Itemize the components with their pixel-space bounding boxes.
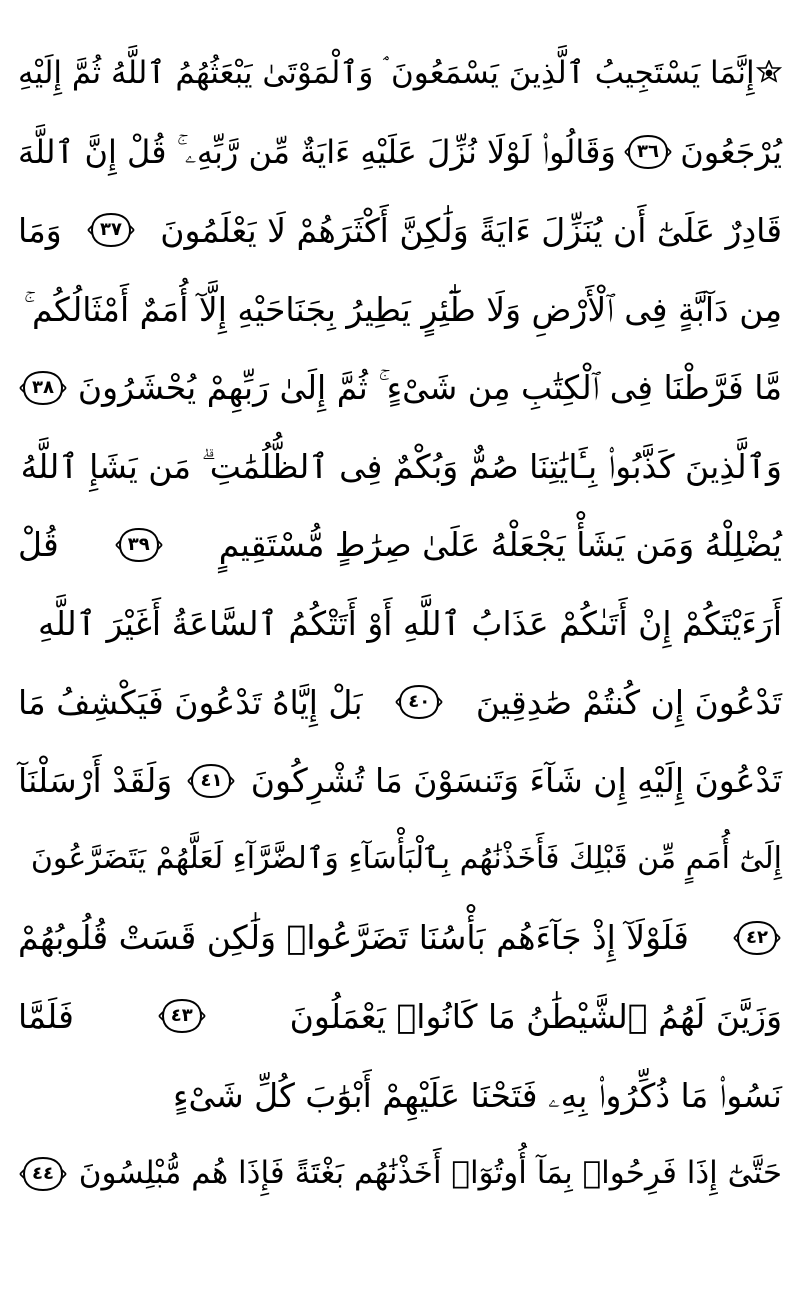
verse-text: فَلَوْلَآ إِذْ جَآءَهُم بَأْسُنَا تَضَرَّعُوا۟ وَلَٰكِن قَسَتْ قُلُوبُهُمْ xyxy=(18,918,689,958)
text-line-9 xyxy=(18,663,782,742)
verse-text: إِنَّمَا يَسْتَجِيبُ ٱلَّذِينَ يَسْمَعُونَ ۘ وَٱلْمَوْتَىٰ يَبْعَثُهُمُ ٱللَّهُ ثُمَّ إِلَيْهِ xyxy=(18,54,755,91)
text-line-1 xyxy=(18,34,782,113)
verse-text: قُلْ xyxy=(18,525,59,565)
verse-text: يُضْلِلْهُ وَمَن يَشَأْ يَجْعَلْهُ عَلَىٰ صِرَٰطٍ مُّسْتَقِيمٍ xyxy=(218,525,782,565)
text-line-10 xyxy=(18,741,782,820)
ayah-end-marker xyxy=(732,919,782,957)
ayah-number: ٤٠ xyxy=(408,691,431,713)
verse-text: وَمَا xyxy=(18,210,62,250)
ayah-number: ٤٢ xyxy=(746,926,768,948)
verse-text: تَدْعُونَ إِن كُنتُمْ صَٰدِقِينَ xyxy=(475,682,782,722)
ayah-end-marker xyxy=(18,1155,68,1193)
ayah-number: ٣٧ xyxy=(99,219,122,241)
ayah-end-marker xyxy=(18,369,68,407)
ayah-end-marker xyxy=(394,683,444,721)
ayah-number: ٣٦ xyxy=(637,140,660,162)
text-line-3 xyxy=(18,191,782,270)
ayah-end-marker xyxy=(623,133,673,171)
text-line-4 xyxy=(18,270,782,349)
text-line-12 xyxy=(18,899,782,978)
text-line-11 xyxy=(18,820,782,899)
verse-text: وَٱلَّذِينَ كَذَّبُوا۟ بِـَٔايَٰتِنَا صُمٌّ وَبُكْمٌ فِى ٱلظُّلُمَٰتِ ۗ مَن يَشَإِ ٱللَّهُ xyxy=(20,446,782,486)
ayah-end-marker xyxy=(114,526,164,564)
verse-text: تَدْعُونَ إِلَيْهِ إِن شَآءَ وَتَنسَوْنَ مَا تُشْرِكُونَ xyxy=(250,761,782,801)
ayah-end-marker xyxy=(186,762,236,800)
text-line-2 xyxy=(18,113,782,192)
verse-text: يُرْجَعُونَ xyxy=(680,132,782,171)
verse-text: حَتَّىٰٓ إِذَا فَرِحُوا۟ بِمَآ أُوتُوٓا۟ أَخَذْنَٰهُم بَغْتَةً فَإِذَا هُم مُّبْلِسُونَ xyxy=(78,1155,782,1192)
text-line-14 xyxy=(18,1056,782,1135)
verse-text: قَادِرٌ عَلَىٰٓ أَن يُنَزِّلَ ءَايَةً وَلَٰكِنَّ أَكْثَرَهُمْ لَا يَعْلَمُونَ xyxy=(160,210,782,250)
ayah-number: ٣٩ xyxy=(127,533,150,555)
verse-text: مَّا فَرَّطْنَا فِى ٱلْكِتَٰبِ مِن شَىْءٍ ۚ ثُمَّ إِلَىٰ رَبِّهِمْ يُحْشَرُونَ xyxy=(77,368,782,408)
verse-text: وَلَقَدْ أَرْسَلْنَآ xyxy=(18,761,173,801)
ayah-number: ٤١ xyxy=(200,769,223,791)
text-line-6 xyxy=(18,427,782,506)
ayah-number: ٤٤ xyxy=(32,1162,54,1184)
verse-text: نَسُوا۟ مَا ذُكِّرُوا۟ بِهِۦ فَتَحْنَا عَلَيْهِمْ أَبْوَٰبَ كُلِّ شَىْءٍ xyxy=(172,1075,782,1115)
ayah-number: ٣٨ xyxy=(32,376,54,398)
text-line-13 xyxy=(18,977,782,1056)
ayah-end-marker xyxy=(157,997,207,1035)
verse-text: أَرَءَيْتَكُمْ إِنْ أَتَىٰكُمْ عَذَابُ ٱللَّهِ أَوْ أَتَتْكُمُ ٱلسَّاعَةُ أَغَيْرَ ٱللَّهِ xyxy=(38,603,782,643)
text-line-7 xyxy=(18,506,782,585)
verse-text: وَزَيَّنَ لَهُمُ ٱلشَّيْطَٰنُ مَا كَانُوا۟ يَعْمَلُونَ xyxy=(289,996,782,1036)
text-line-5 xyxy=(18,348,782,427)
verse-text: فَلَمَّا xyxy=(18,996,74,1036)
ayah-end-marker xyxy=(86,211,136,249)
verse-text: وَقَالُوا۟ لَوْلَا نُزِّلَ عَلَيْهِ ءَايَةٌ مِّن رَّبِّهِۦ ۚ قُلْ إِنَّ ٱللَّهَ xyxy=(18,132,616,171)
verse-text: إِلَىٰٓ أُمَمٍ مِّن قَبْلِكَ فَأَخَذْنَٰهُم بِٱلْبَأْسَآءِ وَٱلضَّرَّآءِ لَعَلَّهُمْ يَتَضَرَّعُونَ xyxy=(30,841,782,877)
hizb-star-icon xyxy=(756,60,782,86)
text-line-8 xyxy=(18,584,782,663)
verse-text: بَلْ إِيَّاهُ تَدْعُونَ فَيَكْشِفُ مَا xyxy=(18,682,363,722)
verse-text: مِن دَآبَّةٍ فِى ٱلْأَرْضِ وَلَا طَٰٓئِرٍ يَطِيرُ بِجَنَاحَيْهِ إِلَّآ أُمَمٌ أَمْثَالُكُم ۚ xyxy=(23,289,782,329)
text-line-15 xyxy=(18,1134,782,1213)
ayah-number: ٤٣ xyxy=(170,1005,193,1027)
